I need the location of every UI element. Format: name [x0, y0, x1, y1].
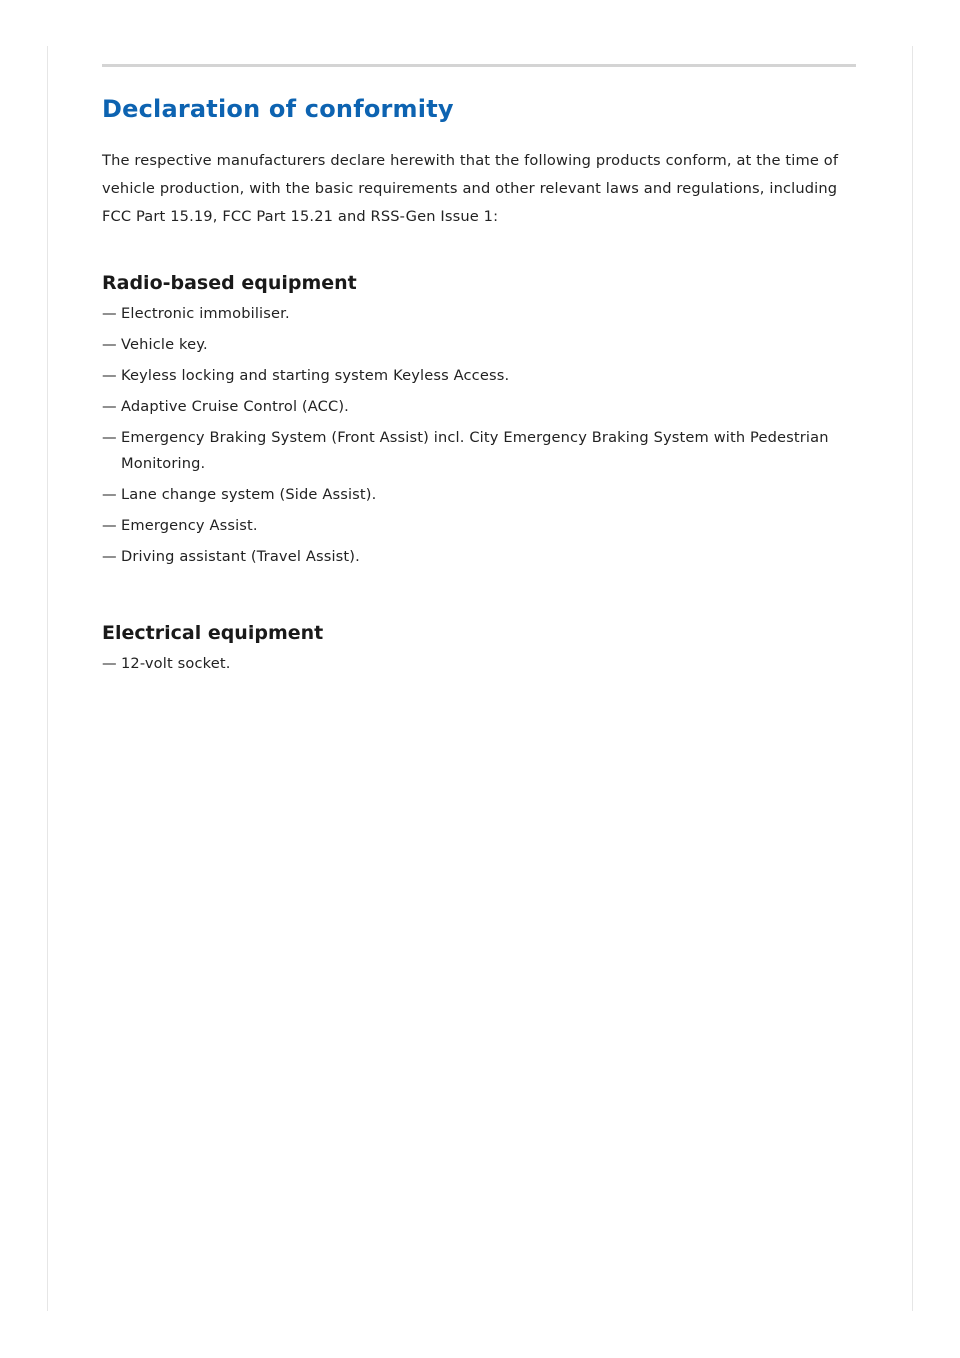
intro-paragraph: The respective manufacturers declare herewith that the following products conform, at the time of vehicle production, with the basic requirements and other relevant laws and regulations, including FCC Part 15.19, FCC Part 15.21 and RSS-Gen Issue 1: [102, 152, 839, 225]
list-item [102, 363, 856, 389]
list-item-text: Vehicle key. [121, 336, 208, 353]
left-margin-rule [47, 46, 48, 1311]
right-margin-rule [912, 46, 913, 1311]
list-item-text: Lane change system (Side Assist). [121, 486, 377, 503]
dash-bullet: — [102, 486, 117, 503]
dash-bullet: — [102, 517, 117, 534]
header-divider [102, 64, 856, 67]
dash-bullet: — [102, 548, 117, 565]
list-item-text: 12-volt socket. [121, 655, 231, 672]
list-item [102, 301, 856, 327]
dash-bullet: — [102, 655, 117, 672]
list-item-text: Emergency Braking System (Front Assist) incl. City Emergency Braking System with Pedestrian Monitoring. [121, 429, 829, 472]
list-item-text: Electronic immobiliser. [121, 305, 290, 322]
section-heading-electrical: Electrical equipment [102, 622, 324, 644]
electrical-equipment-list [102, 651, 856, 677]
list-item [102, 544, 856, 570]
radio-equipment-list [102, 301, 856, 570]
page-title: Declaration of conformity [102, 95, 454, 123]
dash-bullet: — [102, 336, 117, 353]
list-item [102, 425, 856, 477]
list-item-text: Adaptive Cruise Control (ACC). [121, 398, 349, 415]
dash-bullet: — [102, 367, 117, 384]
list-item [102, 332, 856, 358]
list-item [102, 482, 856, 508]
list-item-text: Driving assistant (Travel Assist). [121, 548, 360, 565]
list-item-text: Keyless locking and starting system Keyless Access. [121, 367, 510, 384]
dash-bullet: — [102, 398, 117, 415]
dash-bullet: — [102, 429, 117, 446]
dash-bullet: — [102, 305, 117, 322]
list-item-text: Emergency Assist. [121, 517, 258, 534]
document-body [102, 64, 856, 682]
section-heading-radio: Radio-based equipment [102, 272, 357, 294]
list-item [102, 513, 856, 539]
list-item [102, 651, 856, 677]
list-item [102, 394, 856, 420]
